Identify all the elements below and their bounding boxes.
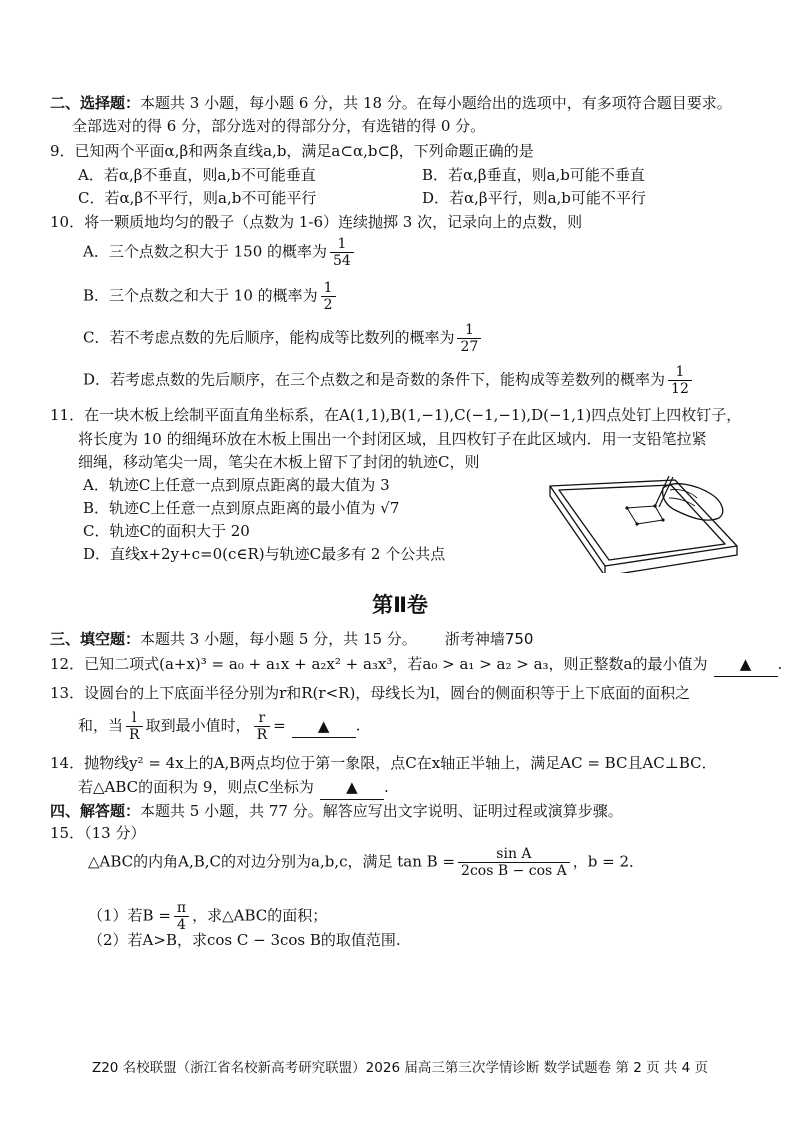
- section-2-instructions-cont: 全部选对的得 6 分，部分选对的得部分分，有选错的得 0 分。: [72, 117, 486, 135]
- q11-option-c: C．轨迹C的面积大于 20: [83, 522, 250, 540]
- q14-line2: 若△ABC的面积为 9，则点C坐标为 ▲ .: [78, 776, 389, 800]
- section-3-header: [50, 628, 533, 651]
- q10-stem: 10．将一颗质地均匀的骰子（点数为 1-6）连续抛掷 3 次，记录向上的点数，则: [50, 213, 583, 231]
- q10-option-d: D．若考虑点数的先后顺序，在三个点数之和是奇数的条件下，能构成等差数列的概率为 $\frac{1}{12}$: [83, 364, 695, 397]
- q9-option-c: C．若α,β不平行，则a,b不可能平行: [78, 189, 317, 207]
- nail-icon: [661, 518, 664, 521]
- q9-option-d: D．若α,β平行，则a,b可能不平行: [422, 189, 646, 207]
- q15-part-2: （2）若A>B，求cos C − 3cos B的取值范围.: [88, 931, 401, 949]
- board-inner-border: [559, 485, 725, 560]
- q15-tan-fraction: $\frac{\text{sin A}}{\text{2cos B − cos A}}$: [458, 846, 570, 879]
- q11-option-d: D．直线x+2y+c=0(c∈R)与轨迹C最多有 2 个公共点: [83, 545, 446, 563]
- q9-option-b: B．若α,β垂直，则a,b可能不垂直: [422, 166, 645, 184]
- q10-a-fraction: $\frac{1}{54}$: [330, 236, 354, 269]
- q10-option-b: B．三个点数之和大于 10 的概率为 $\frac{1}{2}$: [83, 280, 339, 313]
- q10-d-fraction: $\frac{1}{12}$: [668, 364, 692, 397]
- q15-stem: △ABC的内角A,B,C的对边分别为a,b,c，满足 tan B = $\frac{\text{sin A}}{\text{2cos B − cos A}}$ ，b = 2．: [88, 846, 645, 880]
- q14-line1: 14．抛物线y² = 4x上的A,B两点均位于第一象限，点C在x轴正半轴上，满足AC = BC且AC⊥BC．: [50, 754, 717, 772]
- watermark-note: 浙考神墙750: [444, 630, 534, 648]
- q13-line1: 13．设圆台的上下底面半径分别为r和R(r<R)，母线长为l，圆台的侧面积等于上下底面的面积之: [50, 684, 691, 702]
- part-2-heading: 第Ⅱ卷: [372, 593, 428, 617]
- nail-icon: [625, 506, 628, 509]
- q9-stem: 9．已知两个平面α,β和两条直线a,b，满足a⊂α,b⊂β，下列命题正确的是: [50, 142, 534, 160]
- board-pencil-illustration: [545, 458, 745, 573]
- q11-option-a: A．轨迹C上任意一点到原点距离的最大值为 3: [83, 476, 390, 494]
- string-loop: [627, 506, 663, 524]
- q12-answer-blank: ▲: [714, 653, 778, 677]
- q11-stem-line3: 细绳，移动笔尖一周，笔尖在木板上留下了封闭的轨迹C，则: [78, 453, 480, 471]
- q15-part-1: （1）若B = $\frac{\pi}{4}$ ，求△ABC的面积；: [88, 900, 328, 934]
- q10-option-c: C．若不考虑点数的先后顺序，能构成等比数列的概率为 $\frac{1}{27}$: [83, 322, 484, 355]
- section-3-title: 三、填空题：: [50, 630, 141, 648]
- q11-option-b: B．轨迹C上任意一点到原点距离的最小值为 √7: [83, 499, 400, 517]
- hand: [663, 484, 723, 520]
- q13-line2: 和，当 $\frac{l}{R}$ 取到最小值时， $\frac{r}{R}$ = ▲ .: [78, 710, 361, 744]
- nail-icon: [653, 504, 656, 507]
- page-footer: Z20 名校联盟（浙江省名校新高考研究联盟）2026 届高三第三次学情诊断 数学试题卷 第 2 页 共 4 页: [91, 1060, 709, 1076]
- q13-l-over-r: $\frac{l}{R}$: [126, 710, 143, 743]
- q11-stem-line1: 11．在一块木板上绘制平面直角坐标系，在A(1,1),B(1,−1),C(−1,−1),D(−1,1)四点处钉上四枚钉子，: [50, 406, 742, 424]
- q11-stem-line2: 将长度为 10 的细绳环放在木板上围出一个封闭区域，且四枚钉子在此区域内．用一支铅笔拉紧: [78, 430, 707, 448]
- q13-r-over-r: $\frac{r}{R}$: [254, 710, 271, 743]
- section-4-header: [50, 800, 623, 823]
- q10-b-fraction: $\frac{1}{2}$: [321, 280, 336, 313]
- q10-c-fraction: $\frac{1}{27}$: [457, 322, 481, 355]
- section-4-instructions: 本题共 5 小题，共 77 分。解答应写出文字说明、证明过程或演算步骤。: [140, 802, 623, 820]
- section-2-instructions: 本题共 3 小题，每小题 6 分，共 18 分。在每小题给出的选项中，有多项符合题目要求。: [140, 94, 732, 112]
- section-3-instructions: 本题共 3 小题，每小题 5 分，共 15 分。: [140, 630, 417, 648]
- q15-pi-over-4: $\frac{\pi}{4}$: [174, 900, 189, 933]
- section-2-title: 二、选择题：: [50, 94, 141, 112]
- nail-icon: [635, 522, 638, 525]
- section-4-title: 四、解答题：: [50, 802, 141, 820]
- q13-answer-blank: ▲: [292, 715, 356, 739]
- q12: 12．已知二项式(a+x)³ = a₀ + a₁x + a₂x² + a₃x³，若a₀ > a₁ > a₂ > a₃，则正整数a的最小值为 ▲ .: [50, 653, 782, 677]
- q14-answer-blank: ▲: [320, 776, 384, 800]
- section-2-header: [50, 92, 732, 115]
- q9-option-a: A．若α,β不垂直，则a,b不可能垂直: [78, 166, 316, 184]
- q10-option-a: A．三个点数之积大于 150 的概率为 $\frac{1}{54}$: [83, 236, 357, 269]
- q15-heading: 15．（13 分）: [50, 824, 146, 842]
